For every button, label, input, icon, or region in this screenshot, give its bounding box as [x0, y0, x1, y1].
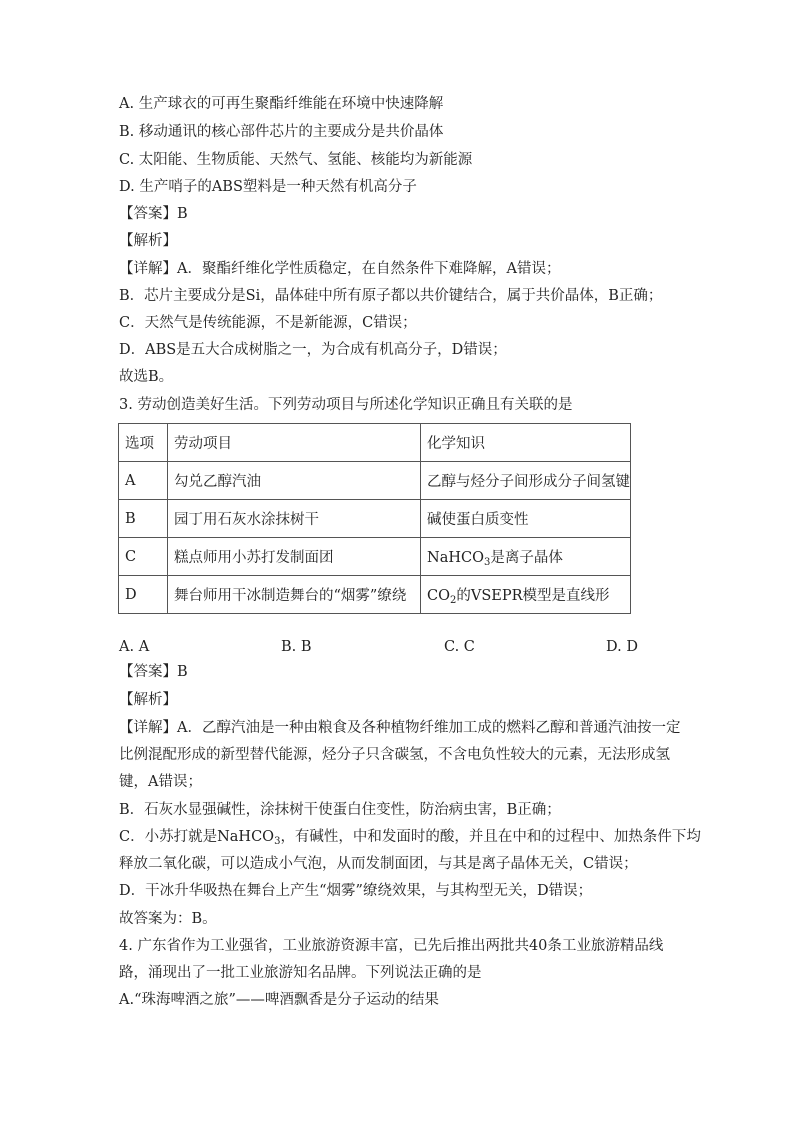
q2-explain-line: B．芯片主要成分是Si，晶体硅中所有原子都以共价键结合，属于共价晶体，B正确；	[119, 288, 663, 304]
cell-labor: 勾兑乙醇汽油	[168, 462, 421, 500]
table-row	[119, 576, 631, 614]
explain-text: C．小苏打就是NaHCO	[119, 829, 275, 845]
q3-choice-a: A. A	[119, 639, 150, 655]
table-row	[119, 462, 631, 500]
q3-explain-line: 比例混配形成的新型替代能源，烃分子只含碳氢，不含电负性较大的元素，无法形成氢	[119, 747, 670, 763]
q3-choice-b: B. B	[281, 639, 312, 655]
q4-option-a: A.“珠海啤酒之旅”——啤酒飘香是分子运动的结果	[119, 992, 439, 1008]
q3-explain-line: B．石灰水显强碱性，涂抹树干使蛋白住变性，防治病虫害，B正确；	[119, 802, 561, 818]
chem-text: 的VSEPR模型是直线形	[456, 587, 610, 604]
chem-text: 是离子晶体	[490, 549, 563, 566]
q3-answer: 【答案】B	[119, 664, 188, 680]
q2-explain-line: 【详解】A．聚酯纤维化学性质稳定，在自然条件下难降解，A错误；	[119, 261, 561, 277]
q3-explain-line: 释放二氧化碳，可以造成小气泡，从而发制面团，与其是离子晶体无关，C错误；	[119, 856, 638, 872]
q3-conclusion: 故答案为：B。	[119, 911, 217, 927]
q3-choice-c: C. C	[444, 639, 475, 655]
q2-option-b: B. 移动通讯的核心部件芯片的主要成分是共价晶体	[119, 124, 444, 140]
cell-chem	[421, 576, 631, 614]
cell-chem	[421, 538, 631, 576]
q3-choice-d: D. D	[606, 639, 638, 655]
formula-text: CO	[427, 587, 450, 604]
header-option: 选项	[119, 424, 168, 462]
table-row	[119, 500, 631, 538]
q2-explain-line: D．ABS是五大合成树脂之一，为合成有机高分子，D错误；	[119, 342, 507, 358]
cell-option: B	[119, 500, 168, 538]
q2-answer: 【答案】B	[119, 206, 188, 222]
q2-option-c: C. 太阳能、生物质能、天然气、氢能、核能均为新能源	[119, 152, 473, 168]
formula-subscript: 2	[449, 594, 457, 606]
cell-labor: 舞台师用干冰制造舞台的“烟雾”缭绕	[168, 576, 421, 614]
q2-option-d: D. 生产哨子的ABS塑料是一种天然有机高分子	[119, 179, 417, 195]
cell-option: C	[119, 538, 168, 576]
cell-option: D	[119, 576, 168, 614]
q3-explain-line: 【详解】A．乙醇汽油是一种由粮食及各种植物纤维加工成的燃料乙醇和普通汽油按一定	[119, 720, 681, 736]
q2-option-a: A. 生产球衣的可再生聚酯纤维能在环境中快速降解	[119, 96, 444, 112]
cell-labor: 糕点师用小苏打发制面团	[168, 538, 421, 576]
q3-explain-line: D．干冰升华吸热在舞台上产生“烟雾”缭绕效果，与其构型无关，D错误；	[119, 883, 593, 899]
q4-stem-line: 路，涌现出了一批工业旅游知名品牌。下列说法正确的是	[119, 965, 482, 981]
q3-table	[118, 423, 631, 614]
formula-text: NaHCO	[427, 549, 484, 566]
q3-explain-line: 键，A错误；	[119, 774, 202, 790]
table-row	[119, 538, 631, 576]
cell-option: A	[119, 462, 168, 500]
q4-stem-line: 4. 广东省作为工业强省，工业旅游资源丰富，已先后推出两批共40条工业旅游精品线	[119, 938, 664, 954]
formula-subscript: 3	[274, 836, 281, 847]
q3-stem: 3. 劳动创造美好生活。下列劳动项目与所述化学知识正确且有关联的是	[119, 397, 573, 413]
cell-chem: 乙醇与烃分子间形成分子间氢键	[421, 462, 631, 500]
q2-explain-line: C．天然气是传统能源，不是新能源，C错误；	[119, 315, 417, 331]
q2-analysis-label: 【解析】	[119, 233, 177, 249]
q3-explain-line	[119, 827, 701, 852]
q2-conclusion: 故选B。	[119, 369, 174, 385]
table-header-row	[119, 424, 631, 462]
cell-labor: 园丁用石灰水涂抹树干	[168, 500, 421, 538]
formula-subscript: 3	[483, 556, 491, 568]
header-chem: 化学知识	[421, 424, 631, 462]
q3-analysis-label: 【解析】	[119, 692, 177, 708]
explain-text: ，有碱性，中和发面时的酸，并且在中和的过程中、加热条件下均	[280, 829, 701, 845]
header-labor: 劳动项目	[168, 424, 421, 462]
cell-chem: 碱使蛋白质变性	[421, 500, 631, 538]
